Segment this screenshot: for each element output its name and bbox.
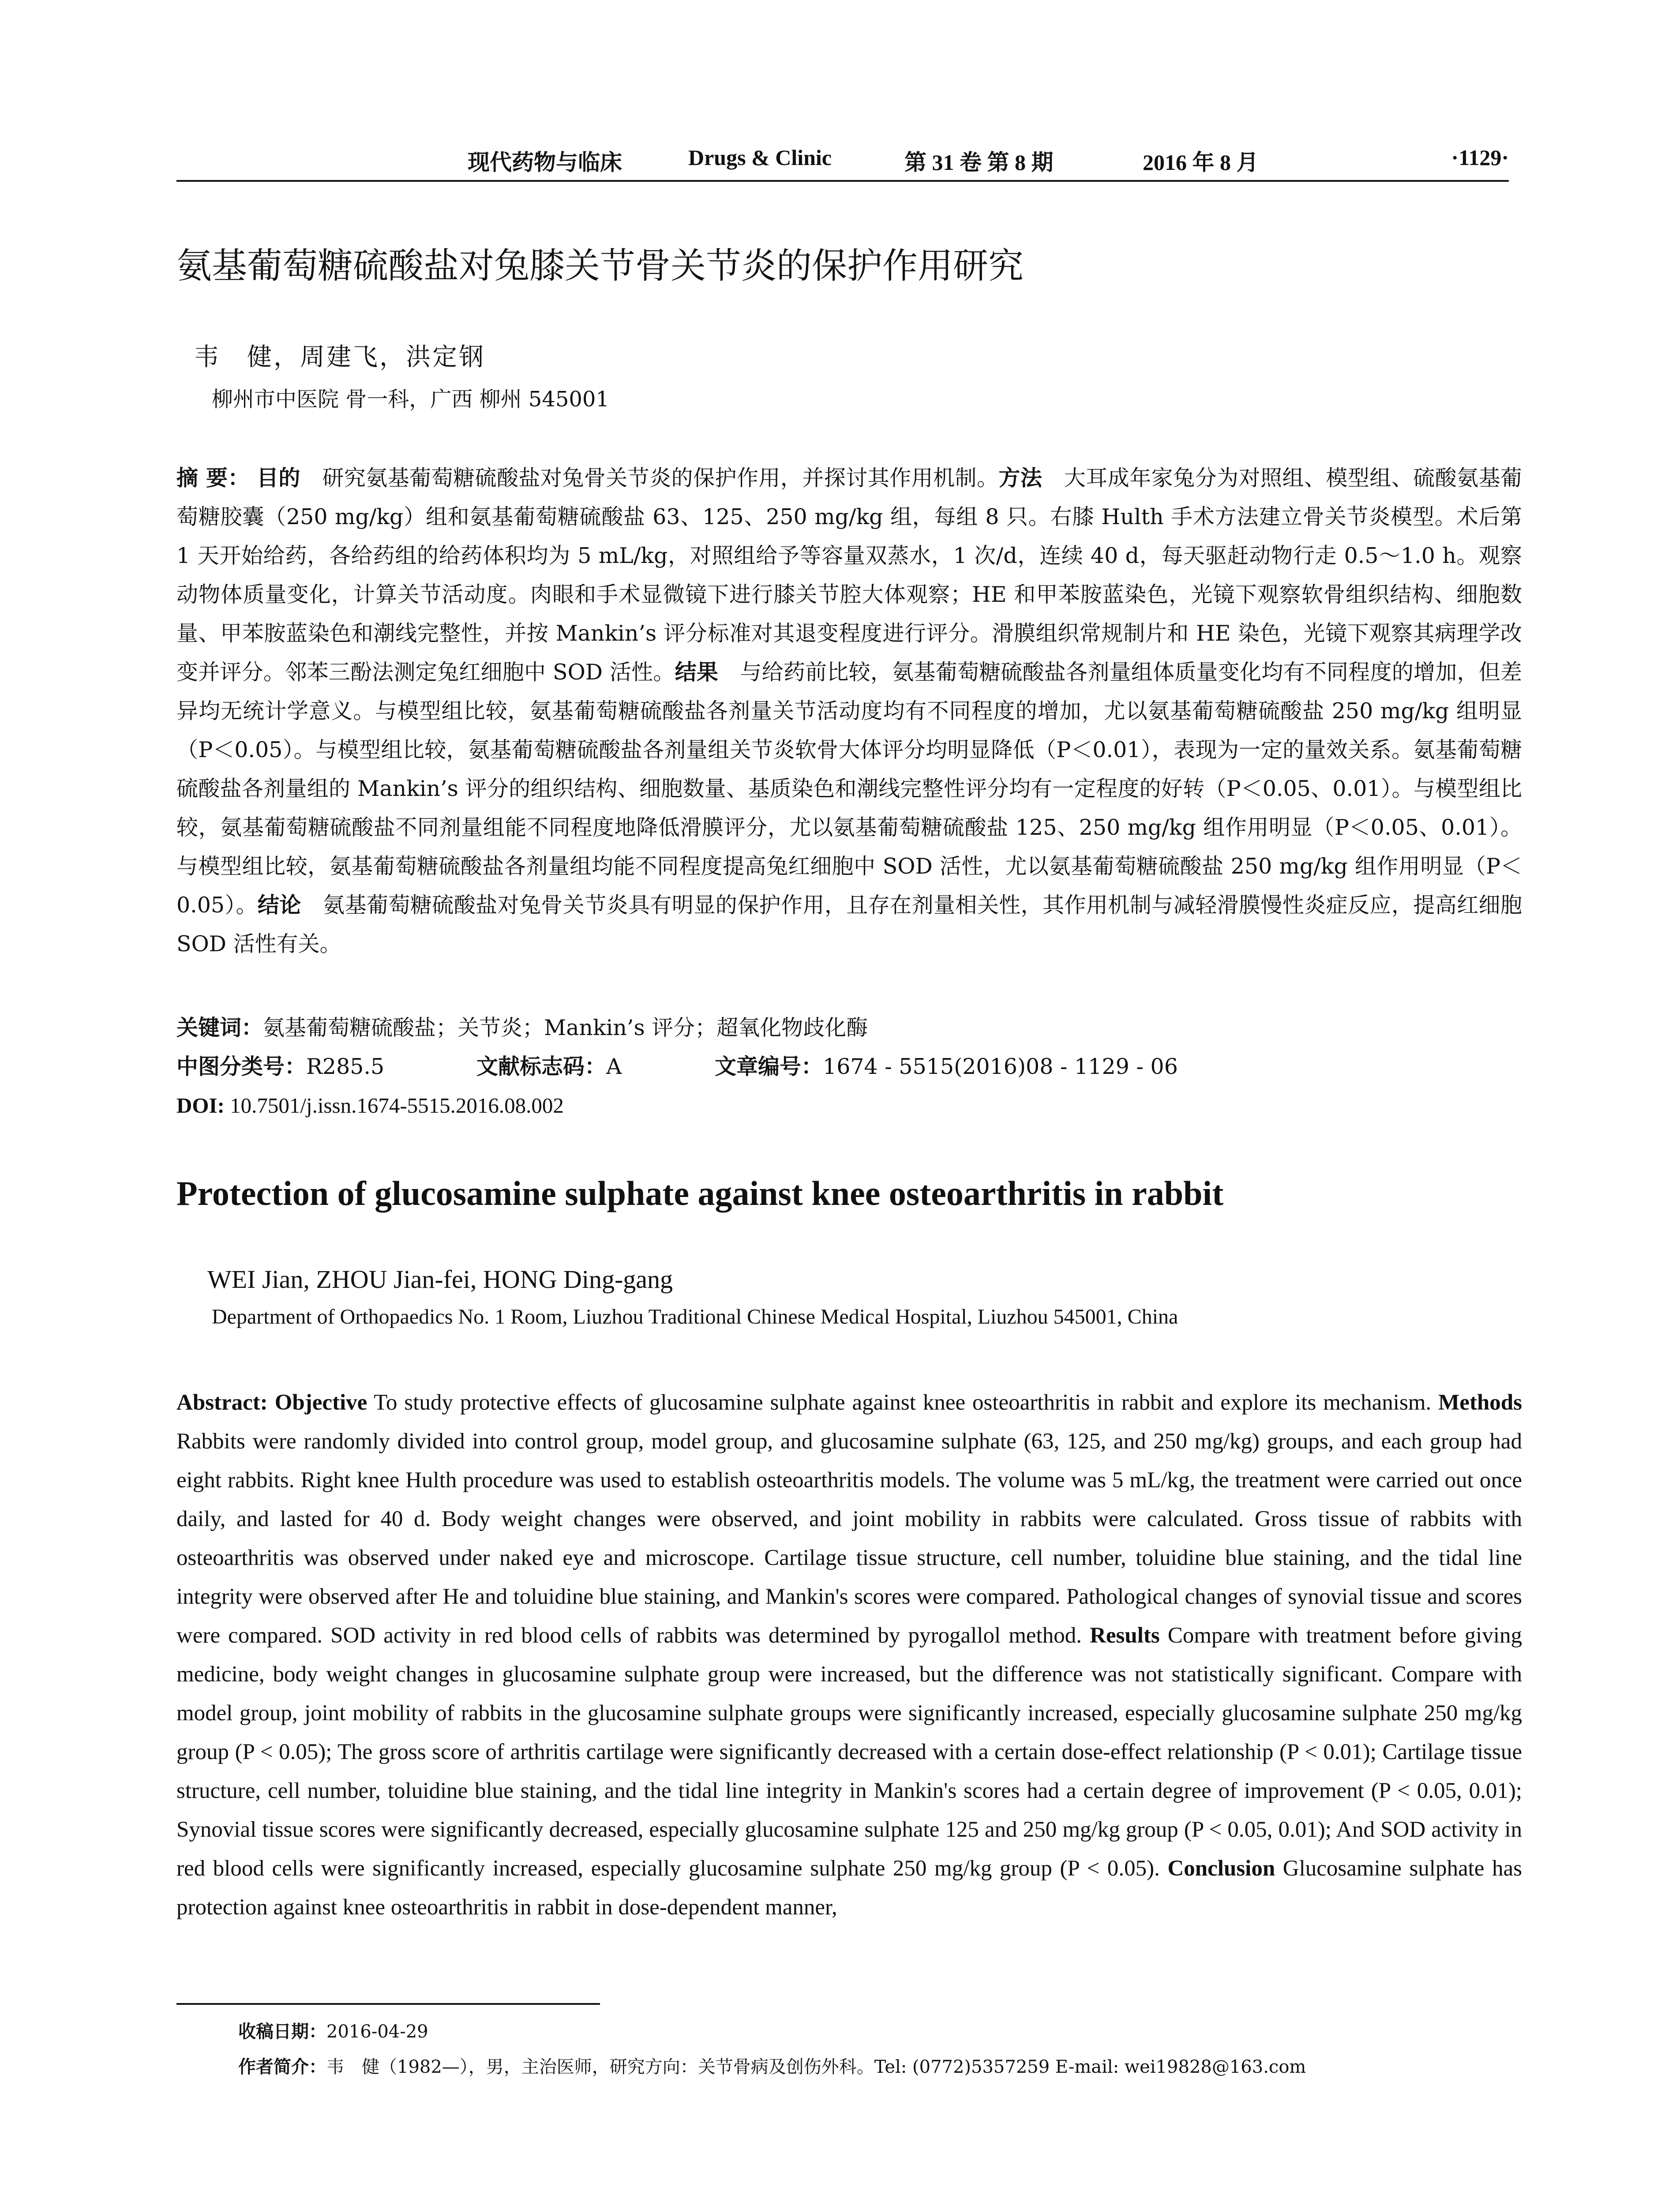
keywords-text: 氨基葡萄糖硫酸盐；关节炎；Mankin’s 评分；超氧化物歧化酶 [263, 1015, 868, 1040]
doi-label: DOI: [176, 1093, 225, 1118]
journal-name-en: Drugs & Clinic [688, 145, 832, 170]
author-bio-text: 韦 健（1982—），男，主治医师，研究方向：关节骨病及创伤外科。Tel: (0772)5357259 E-mail: wei19828@163.com [326, 2057, 1306, 2077]
methods-label-en: Methods [1438, 1390, 1522, 1415]
clc-value: R285.5 [306, 1054, 385, 1079]
clc-label: 中图分类号： [176, 1054, 307, 1079]
article-title-en: Protection of glucosamine sulphate against knee osteoarthritis in rabbit [176, 1174, 1224, 1212]
abstract-cn [176, 459, 1522, 964]
received-value: 2016-04-29 [326, 2022, 428, 2042]
abstract-label-cn: 摘 要： [176, 465, 250, 491]
abstract-en [176, 1383, 1522, 1927]
results-label-cn: 结果 [675, 660, 719, 685]
affiliation-cn: 柳州市中医院 骨一科，广西 柳州 545001 [212, 387, 610, 412]
author-bio-note [238, 2054, 1306, 2080]
keywords-label: 关键词： [176, 1015, 263, 1040]
journal-name-cn: 现代药物与临床 [468, 150, 622, 175]
volume-issue: 第 31 卷 第 8 期 [904, 150, 1054, 175]
author-bio-label: 作者简介： [238, 2057, 326, 2077]
methods-text-cn: 大耳成年家兔分为对照组、模型组、硫酸氨基葡萄糖胶囊（250 mg/kg）组和氨基葡萄糖硫酸盐 63、125、250 mg/kg 组，每组 8 只。右膝 Hulth 手术方法建立骨关节炎模型。术后第 1 天开始给药，各给药组的给药体积均为 5 mL/kg，对照组给予等容量双蒸水，1 次/d，连续 40 d，每天驱赶动物行走 0.5～1.0 h。观察动物体质量变化，计算关节活动度。肉眼和手术显微镜下进行膝关节腔大体观察；HE 和甲苯胺蓝染色，光镜下观察软骨组织结构、细胞数量、甲苯胺蓝染色和潮线完整性，并按 Mankin’s 评分标准对其退变程度进行评分。滑膜组织常规制片和 HE 染色，光镜下观察其病理学改变并评分。邻苯三酚法测定兔红细胞中 SOD 活性。 [176, 465, 1522, 685]
objective-label-cn: 目的 [256, 465, 300, 491]
doc-code-value: A [606, 1054, 622, 1079]
conclusion-label-en: Conclusion [1167, 1856, 1275, 1881]
footnote-divider [176, 2003, 600, 2005]
received-label: 收稿日期： [238, 2022, 326, 2042]
doc-code-label: 文献标志码： [476, 1054, 607, 1079]
conclusion-text-cn: 氨基葡萄糖硫酸盐对兔骨关节炎具有明显的保护作用，且存在剂量相关性，其作用机制与减轻滑膜慢性炎症反应，提高红细胞 SOD 活性有关。 [176, 893, 1522, 957]
results-text-cn: 与给药前比较，氨基葡萄糖硫酸盐各剂量组体质量变化均有不同程度的增加，但差异均无统计学意义。与模型组比较，氨基葡萄糖硫酸盐各剂量关节活动度均有不同程度的增加，尤以氨基葡萄糖硫酸盐 250 mg/kg 组明显（P＜0.05）。与模型组比较，氨基葡萄糖硫酸盐各剂量组关节炎软骨大体评分均明显降低（P＜0.01），表现为一定的量效关系。氨基葡萄糖硫酸盐各剂量组的 Mankin’s 评分的组织结构、细胞数量、基质染色和潮线完整性评分均有一定程度的好转（P＜0.05、0.01）。与模型组比较，氨基葡萄糖硫酸盐不同剂量组能不同程度地降低滑膜评分，尤以氨基葡萄糖硫酸盐 125、250 mg/kg 组作用明显（P＜0.05、0.01）。与模型组比较，氨基葡萄糖硫酸盐各剂量组均能不同程度提高兔红细胞中 SOD 活性，尤以氨基葡萄糖硫酸盐 250 mg/kg 组作用明显（P＜0.05）。 [176, 660, 1522, 918]
issue-date: 2016 年 8 月 [1143, 150, 1259, 175]
article-no-value: 1674 - 5515(2016)08 - 1129 - 06 [823, 1054, 1178, 1079]
doi-value: 10.7501/j.issn.1674-5515.2016.08.002 [224, 1093, 564, 1118]
results-text-en: Compare with treatment before giving medicine, body weight changes in glucosamine sulphate group were increased, but the difference was not statistically significant. Compare with model group, joint mobility of rabbits in the glucosamine sulphate groups were significantly increased, especially glucosamine sulphate 250 mg/kg group (P < 0.05); The gross score of arthritis cartilage were significantly decreased with a certain dose-effect relationship (P < 0.01); Cartilage tissue structure, cell number, toluidine blue staining, and the tidal line integrity in Mankin's scores had a certain degree of improvement (P < 0.05, 0.01); Synovial tissue scores were significantly decreased, especially glucosamine sulphate 125 and 250 mg/kg group (P < 0.05, 0.01); And SOD activity in red blood cells were significantly increased, especially glucosamine sulphate 250 mg/kg group (P < 0.05). [176, 1623, 1522, 1881]
conclusion-text-en: Glucosamine sulphate has protection against knee osteoarthritis in rabbit in dose-dependent manner, [176, 1856, 1522, 1920]
objective-text-cn: 研究氨基葡萄糖硫酸盐对兔骨关节炎的保护作用，并探讨其作用机制。 [300, 465, 999, 491]
conclusion-label-cn: 结论 [257, 893, 301, 918]
keywords [176, 1010, 1522, 1046]
doi-line [176, 1088, 1522, 1123]
methods-text-en: Rabbits were randomly divided into control group, model group, and glucosamine sulphate (63, 125, and 250 mg/kg) groups, and each group had eight rabbits. Right knee Hulth procedure was used to establish osteoarthritis models. The volume was 5 mL/kg, the treatment were carried out once daily, and lasted for 40 d. Body weight changes were observed, and joint mobility in rabbits were calculated. Gross tissue of rabbits with osteoarthritis was observed under naked eye and microscope. Cartilage tissue structure, cell number, toluidine blue staining, and the tidal line integrity were observed after He and toluidine blue staining, and Mankin's scores were compared. Pathological changes of synovial tissue and scores were compared. SOD activity in red blood cells of rabbits was determined by pyrogallol method. [176, 1429, 1522, 1648]
article-no-label: 文章编号： [715, 1054, 823, 1079]
results-label-en: Results [1090, 1623, 1160, 1648]
objective-label-en: Abstract: Objective [176, 1390, 368, 1415]
methods-label-cn: 方法 [998, 465, 1042, 491]
article-title-cn: 氨基葡萄糖硫酸盐对兔膝关节骨关节炎的保护作用研究 [176, 245, 1024, 286]
affiliation-en: Department of Orthopaedics No. 1 Room, Liuzhou Traditional Chinese Medical Hospital, Liuzhou 545001, China [212, 1305, 1178, 1328]
authors-en: WEI Jian, ZHOU Jian-fei, HONG Ding-gang [207, 1265, 673, 1294]
authors-cn: 韦 健，周建飞，洪定钢 [194, 343, 485, 371]
objective-text-en: To study protective effects of glucosamine sulphate against knee osteoarthritis in rabbit and explore its mechanism. [367, 1390, 1439, 1415]
received-date-note [238, 2018, 428, 2045]
running-header [176, 140, 1509, 182]
page-number: ·1129· [1451, 145, 1509, 170]
